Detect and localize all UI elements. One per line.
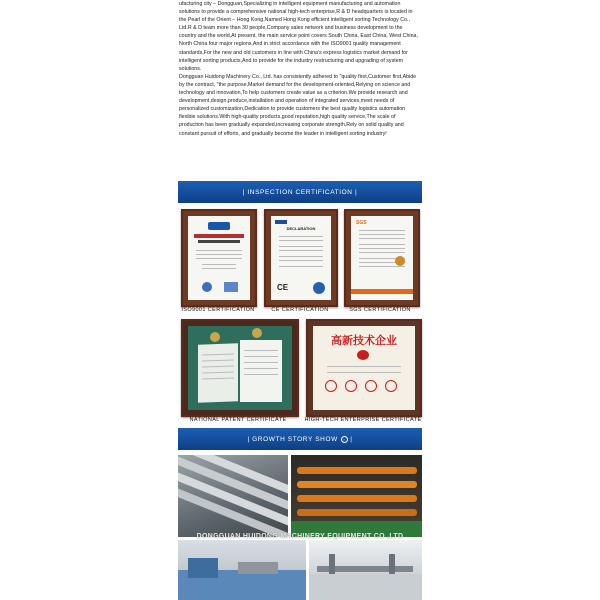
- hightech-title: 高新技术企业: [331, 334, 397, 347]
- ce-caption: CE CERTIFICATION: [271, 307, 329, 313]
- factory-photo-rollers: [178, 455, 288, 537]
- hightech-seal-icon-2: [345, 380, 357, 392]
- iaf-mark-icon: [224, 282, 238, 292]
- patent-emblem-icon: [210, 332, 220, 342]
- growth-banner-title: GROWTH STORY SHOW: [252, 435, 338, 443]
- ce-mark-icon: CE: [277, 283, 289, 292]
- workshop-photo-1: [178, 540, 306, 600]
- inspection-certification-banner: | INSPECTION CERTIFICATION |: [178, 181, 422, 203]
- hightech-seal-icon-1: [325, 380, 337, 392]
- intro-paragraph-1: ufacturing city – Dongguan,Specializing in intelligent equipment manufacturing and automation solutions to provide a comprehensive national high-tech enterprise,R & D headquarters is located in the Pearl of the Orient – Hong Kong,Named Hong Kong efficient intelligent sorting Technology Co., Ltd.R & D team more than 30 people,Company sales network and business development to the country and the world,At present, the main service point covers South China, East China, West China, North China four major regions,And in strict accordance with the ISO9001 quality management standards,For the new and old customers in line with China's express logistics market demand for intelligent sorting products,And to provide for the industry restructuring and upgrading of system solutions.: [179, 1, 418, 72]
- ce-certificate-image: [264, 209, 338, 307]
- intro-text: [178, 0, 422, 138]
- national-patent-certificate-image: [181, 319, 299, 417]
- sgs-logo-icon: SGS: [356, 220, 367, 226]
- patent-caption: NATIONAL PATENT CERTIFICATE: [189, 417, 287, 423]
- growth-story-banner: | GROWTH STORY SHOW › |: [178, 428, 422, 450]
- ce-logo-icon: [275, 220, 287, 224]
- intro-section: [178, 0, 422, 138]
- sgs-seal-icon: [395, 256, 405, 266]
- sgs-caption: SGS CERTIFICATION: [349, 307, 411, 313]
- sgs-certificate-image: [344, 209, 420, 307]
- chevron-circle-icon: ›: [341, 436, 348, 443]
- iso9001-certificate-image: [181, 209, 257, 307]
- hightech-emblem-icon: [357, 350, 369, 360]
- ce-seal-icon: [313, 282, 325, 294]
- workshop-photo-2: [309, 540, 422, 600]
- hightech-seal-icon-3: [365, 380, 377, 392]
- company-watermark: DONGGUAN HUIDONG MACHINERY EQUIPMENT CO.,LTD: [196, 533, 404, 540]
- ce-heading: DECLARATION: [286, 226, 316, 231]
- iso-seal-icon: [202, 282, 212, 292]
- intro-paragraph-2: Dongguan Huidong Machinery Co., Ltd. has consistently adhered to "quality first,Customer first,Abide by the contract, "the purpose,Market demand for the development-oriented,Relying on science and technology and innovation,To help customers create value as a criterion.We provide research and development,design,produce,installation and operation of integrated services,meet needs of personalized customization,Dedication to provide customers the best quality logistics automation flexible solutions.With high-quality products,good reputation,high quality service,The scale of production has been gradually expanded,increasing corporate strength,Rely on solid quality and constant pursuit of efforts, and gradually become the leader in intelligent sorting industry!: [179, 73, 417, 137]
- factory-photo-orange-rollers: [291, 455, 422, 537]
- high-tech-enterprise-certificate-image: [306, 319, 422, 417]
- hightech-seal-icon-4: [385, 380, 397, 392]
- iso-logo-icon: [208, 222, 230, 230]
- inspection-banner-title: INSPECTION CERTIFICATION: [247, 188, 353, 196]
- iso-caption: ISO9001 CERTIFICATION: [181, 307, 255, 313]
- patent-emblem-icon-2: [252, 328, 262, 338]
- hightech-caption: HIGH-TECH ENTERPRISE CERTIFICATE: [304, 417, 422, 423]
